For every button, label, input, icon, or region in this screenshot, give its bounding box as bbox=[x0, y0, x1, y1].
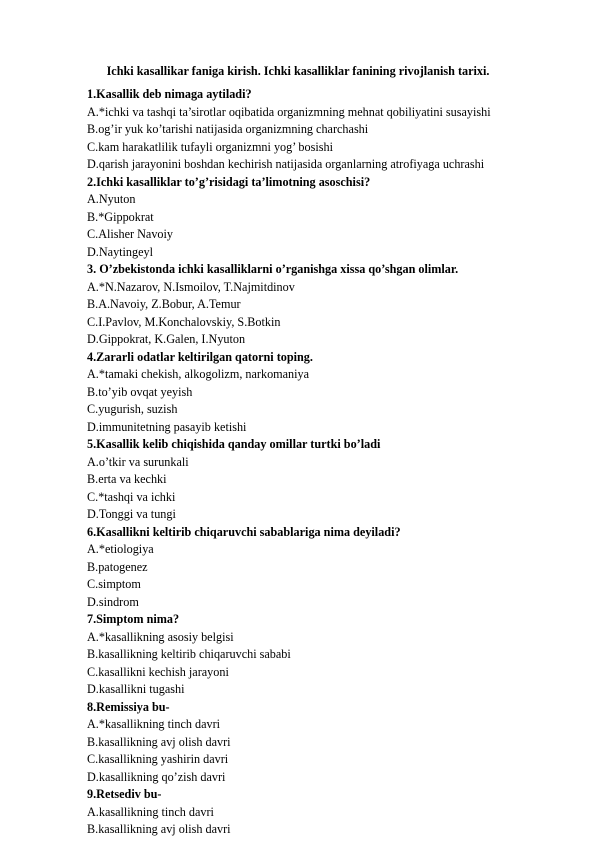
question-block bbox=[87, 261, 567, 349]
answer-option-text: kasallikning yashirin davri bbox=[98, 752, 229, 766]
answer-option-text: *kasallikning tinch davri bbox=[98, 717, 221, 731]
answer-option-letter: A. bbox=[87, 454, 99, 469]
answer-option-text: kasallikning qo’zish davri bbox=[98, 769, 226, 784]
answer-option-text: kasallikni kechish jarayoni bbox=[98, 664, 229, 679]
answer-option-text: og’ir yuk ko’tarishi natijasida organizmning charchashi bbox=[98, 122, 369, 136]
answer-option-letter: A. bbox=[87, 192, 99, 206]
answer-option-letter: D. bbox=[87, 507, 99, 521]
answer-option-text: sindrom bbox=[98, 594, 139, 609]
answer-option-text: patogenez bbox=[98, 559, 148, 574]
answer-option-text: A.Navoiy, Z.Bobur, A.Temur bbox=[98, 297, 241, 311]
answer-option bbox=[87, 121, 567, 139]
answer-option-text: erta va kechki bbox=[98, 472, 167, 486]
answer-option-letter: C. bbox=[87, 664, 99, 679]
answer-option-text: *kasallikning asosiy belgisi bbox=[98, 629, 234, 644]
answer-option-letter: C. bbox=[87, 752, 99, 766]
answer-option-letter: A. bbox=[87, 104, 99, 119]
answer-option bbox=[87, 314, 567, 332]
answer-option-text: kam harakatlilik tufayli organizmni yog’ bosishi bbox=[98, 139, 333, 154]
answer-option-letter: B. bbox=[87, 734, 99, 749]
answer-option-letter: C. bbox=[87, 489, 99, 504]
answer-option-letter: A. bbox=[87, 804, 99, 819]
answer-option-letter: D. bbox=[87, 682, 99, 696]
answer-option bbox=[87, 191, 567, 209]
answer-option bbox=[87, 384, 567, 402]
answer-option-text: *Gippokrat bbox=[98, 209, 154, 224]
question-block bbox=[87, 524, 567, 612]
answer-option bbox=[87, 804, 567, 822]
question-block bbox=[87, 699, 567, 787]
answer-option-text: kasallikning tinch davri bbox=[98, 804, 214, 819]
answer-option-letter: B. bbox=[87, 297, 99, 311]
question-text: 5.Kasallik kelib chiqishida qanday omillar turtki bo’ladi bbox=[87, 437, 381, 451]
answer-option bbox=[87, 454, 567, 472]
answer-option-text: *N.Nazarov, N.Ismoilov, T.Najmitdinov bbox=[98, 279, 295, 294]
answer-option bbox=[87, 629, 567, 647]
question-block bbox=[87, 349, 567, 437]
answer-option-letter: B. bbox=[87, 384, 99, 399]
page-title: Ichki kasallikar faniga kirish. Ichki kasalliklar fanining rivojlanish tarixi. bbox=[106, 64, 490, 78]
answer-option bbox=[87, 331, 567, 349]
question-text: 8.Remissiya bu- bbox=[87, 699, 170, 714]
answer-option-letter: B. bbox=[87, 209, 99, 224]
answer-option bbox=[87, 139, 567, 157]
question-block bbox=[87, 436, 567, 524]
answer-option-letter: D. bbox=[87, 419, 99, 434]
answer-option bbox=[87, 751, 567, 769]
answer-option-text: Naytingeyl bbox=[98, 244, 154, 259]
answer-option-text: *etiologiya bbox=[98, 542, 154, 556]
answer-option-letter: B. bbox=[87, 559, 99, 574]
answer-option-text: Gippokrat, K.Galen, I.Nyuton bbox=[98, 332, 246, 346]
answer-option-text: simptom bbox=[98, 577, 141, 591]
answer-option-letter: B. bbox=[87, 122, 99, 136]
question-text: 2.Ichki kasalliklar to’g’risidagi ta’limotning asoschisi? bbox=[87, 174, 371, 189]
answer-option-letter: C. bbox=[87, 139, 99, 154]
question-block bbox=[87, 174, 567, 262]
question-block bbox=[87, 611, 567, 699]
answer-option bbox=[87, 296, 567, 314]
question-text: 6.Kasallikni keltirib chiqaruvchi sabablariga nima deyiladi? bbox=[87, 524, 401, 539]
answer-option-text: kasallikning avj olish davri bbox=[98, 734, 231, 749]
answer-option bbox=[87, 646, 567, 664]
answer-option-text: *ichki va tashqi ta’sirotlar oqibatida organizmning mehnat qobiliyatini susayishi bbox=[98, 104, 491, 119]
answer-option bbox=[87, 681, 567, 699]
answer-option-text: o’tkir va surunkali bbox=[98, 454, 189, 469]
answer-option bbox=[87, 226, 567, 244]
answer-option bbox=[87, 279, 567, 297]
answer-option-letter: A. bbox=[87, 367, 99, 381]
answer-option-letter: D. bbox=[87, 769, 99, 784]
question-text: 9.Retsediv bu- bbox=[87, 787, 162, 801]
answer-option bbox=[87, 506, 567, 524]
answer-option bbox=[87, 156, 567, 174]
answer-option bbox=[87, 541, 567, 559]
answer-option bbox=[87, 734, 567, 752]
answer-option-text: qarish jarayonini boshdan kechirish natijasida organlarning atrofiyaga uchrashi bbox=[98, 157, 485, 171]
answer-option bbox=[87, 559, 567, 577]
answer-option bbox=[87, 576, 567, 594]
answer-option-letter: D. bbox=[87, 244, 99, 259]
answer-option-text: kasallikning avj olish davri bbox=[98, 822, 231, 836]
answer-option bbox=[87, 104, 567, 122]
answer-option bbox=[87, 209, 567, 227]
answer-option-letter: C. bbox=[87, 314, 99, 329]
answer-option bbox=[87, 594, 567, 612]
answer-option-letter: B. bbox=[87, 822, 99, 836]
answer-option bbox=[87, 419, 567, 437]
answer-option-letter: C. bbox=[87, 577, 99, 591]
answer-option-text: Alisher Navoiy bbox=[98, 227, 173, 241]
answer-option-text: yugurish, suzish bbox=[98, 402, 178, 416]
question-block bbox=[87, 786, 567, 839]
question-text: 1.Kasallik deb nimaga aytiladi? bbox=[87, 87, 252, 101]
answer-option bbox=[87, 716, 567, 734]
answer-option-text: I.Pavlov, M.Konchalovskiy, S.Botkin bbox=[98, 314, 281, 329]
answer-option-letter: D. bbox=[87, 594, 99, 609]
answer-option bbox=[87, 821, 567, 839]
answer-option-text: kasallikni tugashi bbox=[98, 682, 185, 696]
answer-option bbox=[87, 769, 567, 787]
answer-option-letter: B. bbox=[87, 647, 99, 661]
answer-option bbox=[87, 244, 567, 262]
answer-option-text: *tamaki chekish, alkogolizm, narkomaniya bbox=[98, 367, 310, 381]
answer-option bbox=[87, 401, 567, 419]
question-text: 3. O’zbekistonda ichki kasalliklarni o’rganishga xissa qo’shgan olimlar. bbox=[87, 262, 459, 276]
answer-option-text: Nyuton bbox=[98, 192, 136, 206]
answer-option-letter: D. bbox=[87, 157, 99, 171]
answer-option-letter: A. bbox=[87, 629, 99, 644]
answer-option bbox=[87, 489, 567, 507]
answer-option-letter: B. bbox=[87, 472, 99, 486]
question-list bbox=[87, 86, 567, 839]
answer-option-text: to’yib ovqat yeyish bbox=[98, 384, 193, 399]
answer-option-letter: C. bbox=[87, 402, 99, 416]
answer-option-letter: C. bbox=[87, 227, 99, 241]
answer-option bbox=[87, 471, 567, 489]
answer-option-text: *tashqi va ichki bbox=[98, 489, 176, 504]
question-text: 4.Zararli odatlar keltirilgan qatorni toping. bbox=[87, 349, 313, 364]
answer-option-text: Tonggi va tungi bbox=[98, 507, 176, 521]
answer-option-letter: A. bbox=[87, 717, 99, 731]
question-block bbox=[87, 86, 567, 174]
answer-option-letter: A. bbox=[87, 542, 99, 556]
answer-option-text: immunitetning pasayib ketishi bbox=[98, 419, 247, 434]
question-text: 7.Simptom nima? bbox=[87, 612, 180, 626]
answer-option bbox=[87, 664, 567, 682]
answer-option bbox=[87, 366, 567, 384]
answer-option-letter: A. bbox=[87, 279, 99, 294]
answer-option-text: kasallikning keltirib chiqaruvchi sababi bbox=[98, 647, 291, 661]
answer-option-letter: D. bbox=[87, 332, 99, 346]
